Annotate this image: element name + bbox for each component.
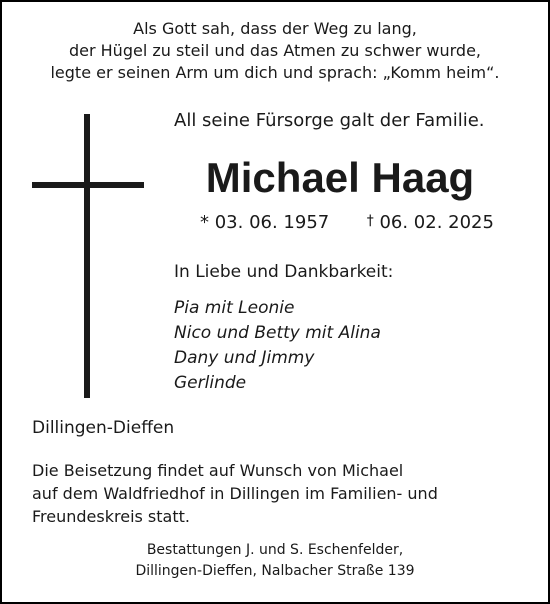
place-name: Dillingen-Dieffen	[32, 418, 175, 438]
family-member: Pia mit Leonie	[174, 298, 295, 318]
dagger-icon: †	[366, 213, 374, 229]
poem-line: Als Gott sah, dass der Weg zu lang,	[133, 19, 417, 38]
burial-line: Die Beisetzung findet auf Wunsch von Michael	[32, 461, 404, 480]
poem-line: legte er seinen Arm um dich und sprach: „Komm heim“.	[50, 63, 500, 82]
burial-line: Freundeskreis statt.	[32, 507, 190, 526]
cross-vertical-bar	[84, 114, 90, 398]
family-member: Nico und Betty mit Alina	[174, 323, 381, 343]
family-member: Dany und Jimmy	[174, 348, 315, 368]
life-dates	[200, 208, 494, 236]
burial-line: auf dem Waldfriedhof in Dillingen im Familien- und	[32, 484, 438, 503]
undertaker-info	[2, 540, 548, 582]
death-date: 06. 02. 2025	[379, 212, 494, 233]
birth-symbol: *	[200, 212, 209, 233]
poem-line: der Hügel zu steil und das Atmen zu schwer wurde,	[68, 41, 482, 60]
thanks-heading: In Liebe und Dankbarkeit:	[174, 262, 394, 282]
family-list	[174, 296, 381, 396]
undertaker-line: Dillingen-Dieffen, Nalbacher Straße 139	[135, 563, 415, 579]
intro-text: All seine Fürsorge galt der Familie.	[174, 110, 485, 131]
deceased-name: Michael Haag	[205, 154, 475, 201]
family-member: Gerlinde	[174, 373, 247, 393]
cross-horizontal-bar	[32, 182, 144, 188]
undertaker-line: Bestattungen J. und S. Eschenfelder,	[146, 542, 404, 558]
poem	[2, 18, 548, 84]
birth-date: 03. 06. 1957	[214, 212, 330, 233]
burial-notice	[32, 459, 438, 528]
